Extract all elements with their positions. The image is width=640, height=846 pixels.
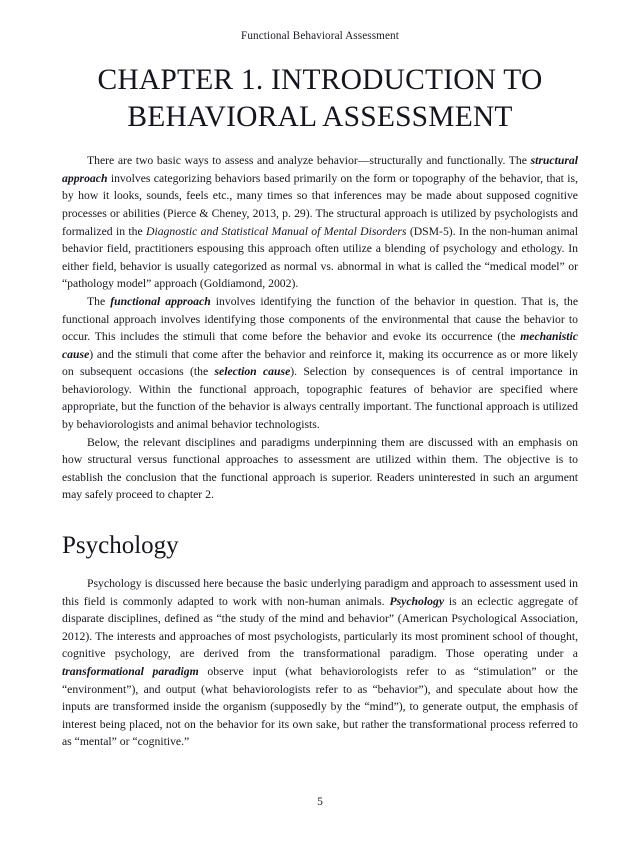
emphasis-mechanistic-cause: mechanistic cause xyxy=(62,330,578,361)
text-run: ). Selection by consequences is of central importance in behaviorology. Within the functional approach, topographic features of behavior are specified where appropriate, but the function of the behavior is always centrally important. The functional approach is utilized by behaviorologists and animal behavior technologists. xyxy=(62,365,578,432)
page-number: 5 xyxy=(317,796,323,808)
page-content xyxy=(62,62,578,751)
paragraph-structural-approach xyxy=(62,152,578,293)
text-run: involves identifying the function of the behavior in question. That is, the functional approach involves identifying those components of the environmental that cause the behavior to occur. This includes the stimuli that come before the behavior and evoke its occurrence (the xyxy=(62,294,579,344)
chapter-title-line-1: CHAPTER 1. INTRODUCTION TO xyxy=(97,64,543,96)
text-run: Psychology is discussed here because the basic underlying paradigm and approach to assessment used in this field is commonly adapted to work with non-human animals. xyxy=(62,577,578,608)
emphasis-psychology: Psychology xyxy=(389,594,445,608)
text-run: involves categorizing behaviors based primarily on the form or topography of the behavior, that is, by how it looks, sounds, feels etc., many times so that inferences may be made about supposed cognitive processes or abilities (Pierce & Cheney, 2013, p. 29). The structural approach is utilized by psychologists and formalized in the xyxy=(62,171,578,238)
emphasis-functional-approach: functional approach xyxy=(110,294,211,308)
running-header: Functional Behavioral Assessment xyxy=(241,30,399,42)
text-run: Below, the relevant disciplines and paradigms underpinning them are discussed with an emphasis on how structural versus functional approaches to assessment are utilized within them. The objective is to establish the conclusion that the functional approach is superior. Readers uninterested in such an argument may safely proceed to chapter 2. xyxy=(62,435,578,502)
text-run: observe input (what behaviorologists refer to as “stimulation” or the “environment”), and output (what behaviorologists refer to as “behavior”), and speculate about how the inputs are transformed inside the organism (supposedly by the “mind”), to generate output, the emphasis of interest being placed, not on the behavior for its own sake, but rather the transformational process referred to as “mental” or “cognitive.” xyxy=(62,665,578,749)
text-run: There are two basic ways to assess and analyze behavior—structurally and functionally. The xyxy=(87,154,531,168)
text-run: (DSM-5). In the non-human animal behavior field, practitioners espousing this approach often utilize a blending of psychology and ethology. In either field, behavior is usually categorized as normal vs. abnormal in what is called the “medical model” or “pathology model” approach (Goldiamond, 2002). xyxy=(62,224,578,291)
paragraph-functional-approach xyxy=(62,293,578,434)
emphasis-transformational-paradigm: transformational paradigm xyxy=(62,665,199,678)
emphasis-dsm-title: Diagnostic and Statistical Manual of Mental Disorders xyxy=(146,224,407,238)
emphasis-selection-cause: selection cause xyxy=(214,365,291,379)
chapter-title xyxy=(62,62,578,135)
text-run: ) and the stimuli that come after the behavior and reinforce it, making its occurrence as or more likely on subsequent occasions (the xyxy=(62,347,578,379)
paragraph-psychology xyxy=(62,575,578,751)
chapter-title-line-2: BEHAVIORAL ASSESSMENT xyxy=(127,100,513,133)
emphasis-structural-approach: structural approach xyxy=(62,154,578,185)
section-heading-psychology: Psychology xyxy=(62,532,179,560)
paragraph-below-overview xyxy=(62,434,578,504)
text-run: The xyxy=(87,294,111,308)
text-run: is an eclectic aggregate of disparate disciplines, defined as “the study of the mind and behavior” (American Psychological Association, 2012). The interests and approaches of most psychologists, particularly its most prominent school of thought, cognitive psychology, are derived from the transformational paradigm. Those operating under a xyxy=(62,594,579,661)
